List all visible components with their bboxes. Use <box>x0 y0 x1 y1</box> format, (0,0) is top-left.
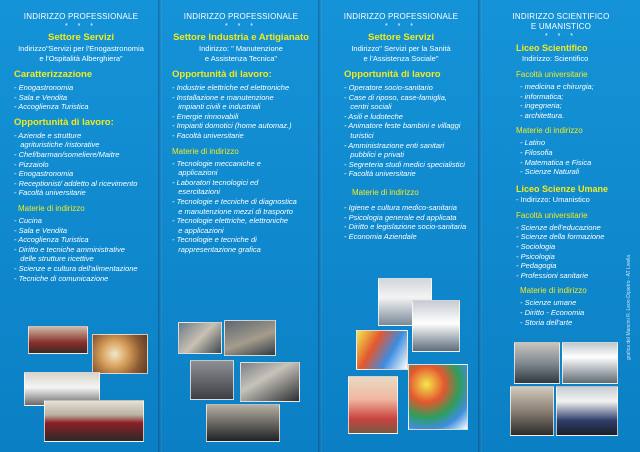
photo-workshop-2 <box>224 320 276 356</box>
heading-opportunita: Opportunità di lavoro: <box>14 116 114 128</box>
list-item: - Cucina <box>14 215 42 225</box>
column-header: INDIRIZZO PROFESSIONALE <box>183 12 299 21</box>
subtitle-line: Indirizzo: Scientifico <box>522 54 589 63</box>
heading-opportunita: Opportunità di lavoro <box>344 69 441 80</box>
section-title: Settore Servizi <box>368 32 434 43</box>
list-opportunita <box>344 83 476 179</box>
fold-line <box>318 0 322 452</box>
subtitle-line: e Assistenza Tecnica" <box>204 54 278 63</box>
list-item: - Scienze e cultura dell'alimentazione <box>14 263 138 273</box>
list-opportunita <box>172 83 316 141</box>
section-title: Settore Servizi <box>48 32 114 43</box>
heading-caratterizzazione: Caratterizzazione <box>14 69 93 80</box>
list-item: - Facoltà universitarie <box>344 169 416 179</box>
list-item: - Tecnologie elettriche, elettroniche <box>172 216 289 226</box>
column-header: E UMANISTICO <box>530 22 592 31</box>
list-item: - Amministrazione enti sanitari <box>344 140 445 150</box>
list-item: - Scienze Naturali <box>520 167 580 177</box>
list-item: - Professioni sanitarie <box>516 270 589 280</box>
list-item: - Scienze della formazione <box>516 232 605 242</box>
list-item: impianti civili e industriali <box>172 102 261 112</box>
list-item: - Enogastronomia <box>14 83 74 92</box>
list-facolta <box>520 82 636 120</box>
list-item: - Laboratori tecnologici ed <box>172 177 259 187</box>
photo-classroom-2 <box>562 342 618 384</box>
list-item: - Diritto - Economia <box>520 307 585 317</box>
list-item: - Case di riposo, case-famiglia, <box>344 92 447 102</box>
list-item: - Asili e ludoteche <box>344 111 403 121</box>
list-item: - Facoltà universitarie <box>14 188 86 198</box>
list-item: - Latino <box>520 138 546 148</box>
photo-workshop-1 <box>178 322 222 354</box>
list-item: - Scienze umane <box>520 298 577 308</box>
list-materie <box>520 138 636 176</box>
heading-materie: Materie di indirizzo <box>352 187 419 197</box>
list-item: - Accoglienza Turistica <box>14 102 89 112</box>
heading-opportunita: Opportunità di lavoro: <box>172 69 272 80</box>
list-item: - Aziende e strutture <box>14 130 82 140</box>
list-item: - Matematica e Fisica <box>520 157 592 167</box>
list-item: - Diritto e tecniche amministrative <box>14 244 125 254</box>
list-item: rappresentazione grafica <box>172 244 261 254</box>
list-materie <box>520 298 636 327</box>
list-item: - Scienze dell'educazione <box>516 222 601 232</box>
list-item: - Tecnologie meccaniche e <box>172 158 261 168</box>
stars-divider: * * * <box>64 23 98 30</box>
list-item: e manutenzione mezzi di trasporto <box>172 206 293 216</box>
list-item: centri sociali <box>344 102 392 112</box>
column-header: INDIRIZZO SCIENTIFICO <box>512 12 610 21</box>
list-item: - Psicologia generale ed applicata <box>344 212 457 222</box>
stars-divider: * * * <box>544 33 578 40</box>
photo-dishes <box>92 334 148 374</box>
fold-line <box>478 0 482 452</box>
photo-kitchen-staff <box>28 326 88 354</box>
list-item: - Sociologia <box>516 241 556 251</box>
subtitle-line: Indirizzo: " Manutenzione <box>199 44 283 53</box>
list-item: - Installazione e manutenzione <box>172 92 274 102</box>
photo-classroom-4 <box>556 386 618 436</box>
list-item: - Accoglienza Turistica <box>14 235 89 245</box>
list-item: - Operatore socio-sanitario <box>344 83 433 92</box>
photo-decorations <box>408 364 468 430</box>
list-item: - Pizzaiolo <box>14 159 49 169</box>
list-item: - Tecnologie e tecniche di diagnostica <box>172 196 297 206</box>
list-item: - ingegneria; <box>520 101 562 111</box>
photo-classroom-3 <box>510 386 554 436</box>
heading-materie: Materie di indirizzo <box>18 203 85 213</box>
photo-lab <box>412 300 460 352</box>
column-header: INDIRIZZO PROFESSIONALE <box>343 12 459 21</box>
section-title: Settore Industria e Artigianato <box>173 32 309 43</box>
liceo-scienze-umane-title: Liceo Scienze Umane <box>516 183 609 194</box>
photo-workshop-3 <box>190 360 234 400</box>
subtitle-line: - Indirizzo: Umanistico <box>516 194 590 204</box>
list-opportunita <box>14 131 156 198</box>
list-item: - Receptionist/ addetto al ricevimento <box>14 178 138 188</box>
list-item: - Tecnologie e tecniche di <box>172 235 257 245</box>
subtitle-line: e l'Ospitalità Alberghiera" <box>39 54 123 63</box>
list-item: - Psicologia <box>516 251 555 261</box>
list-item: - Segreteria studi medici specialistici <box>344 159 465 169</box>
list-item: - Sala e Vendita <box>14 225 68 235</box>
subtitle-line: Indirizzo" Servizi per la Sanità <box>351 44 451 53</box>
heading-materie: Materie di indirizzo <box>172 146 239 156</box>
list-item: - architettura. <box>520 110 565 120</box>
list-facolta <box>516 223 636 281</box>
list-item: - Tecniche di comunicazione <box>14 273 109 283</box>
list-item: delle strutture ricettive <box>14 254 94 264</box>
side-credit: grafica del Mancini R. Leon-Dipietro - AT Livella <box>626 254 632 360</box>
heading-facolta: Facoltà universitarie <box>516 210 588 220</box>
column-liceo <box>486 0 636 452</box>
list-item: - informatica; <box>520 91 564 101</box>
list-caratterizzazione <box>14 83 156 112</box>
heading-materie: Materie di indirizzo <box>520 286 587 296</box>
photo-dolls <box>348 376 398 434</box>
list-item: - Filosofia <box>520 147 553 157</box>
fold-line <box>158 0 162 452</box>
list-item: - Energie rinnovabili <box>172 111 239 121</box>
heading-facolta: Facoltà universitarie <box>516 70 588 79</box>
stars-divider: * * * <box>384 23 418 30</box>
list-item: agrituristiche /ristorative <box>14 140 100 150</box>
list-item: - Pedagogia <box>516 261 557 271</box>
list-item: - Industrie elettriche ed elettroniche <box>172 83 290 92</box>
column-header: INDIRIZZO PROFESSIONALE <box>23 12 139 21</box>
list-item: - Facoltà universitarie <box>172 130 244 140</box>
subtitle-line: Indirizzo"Servizi per l'Enogastronomia <box>18 44 144 53</box>
photo-classroom-1 <box>514 342 560 384</box>
list-item: - Igiene e cultura medico-sanitaria <box>344 202 457 212</box>
heading-materie: Materie di indirizzo <box>516 126 583 136</box>
photo-workshop-5 <box>206 404 280 442</box>
photo-craft-paper <box>356 330 408 370</box>
list-item: - Chef/barman/someliere/Maitre <box>14 149 120 159</box>
list-item: - Storia dell'arte <box>520 317 573 327</box>
list-item: pubblici e privati <box>344 150 405 160</box>
list-item: turistici <box>344 130 374 140</box>
list-materie <box>14 216 156 283</box>
list-materie <box>344 203 476 241</box>
photo-students-group <box>44 400 144 442</box>
list-item: - Diritto e legislazione socio-sanitaria <box>344 222 467 232</box>
list-item: esercitazioni <box>172 187 220 197</box>
list-item: - medicina e chirurgia; <box>520 82 594 91</box>
list-item: - Impianti domotici (home automaz.) <box>172 121 292 131</box>
list-item: applicazioni <box>172 168 218 178</box>
subtitle-line: e l'Assistenza Sociale" <box>363 54 439 63</box>
photo-workshop-4 <box>240 362 300 402</box>
list-item: - Enogastronomia <box>14 169 74 179</box>
liceo-scientifico-title: Liceo Scientifico <box>516 43 588 53</box>
stars-divider: * * * <box>224 23 258 30</box>
list-materie <box>172 159 316 255</box>
list-item: - Sala e Vendita <box>14 92 68 102</box>
list-item: e applicazioni <box>172 225 224 235</box>
list-item: - Animatore feste bambini e villaggi <box>344 121 461 131</box>
list-item: - Economia Aziendale <box>344 231 417 241</box>
